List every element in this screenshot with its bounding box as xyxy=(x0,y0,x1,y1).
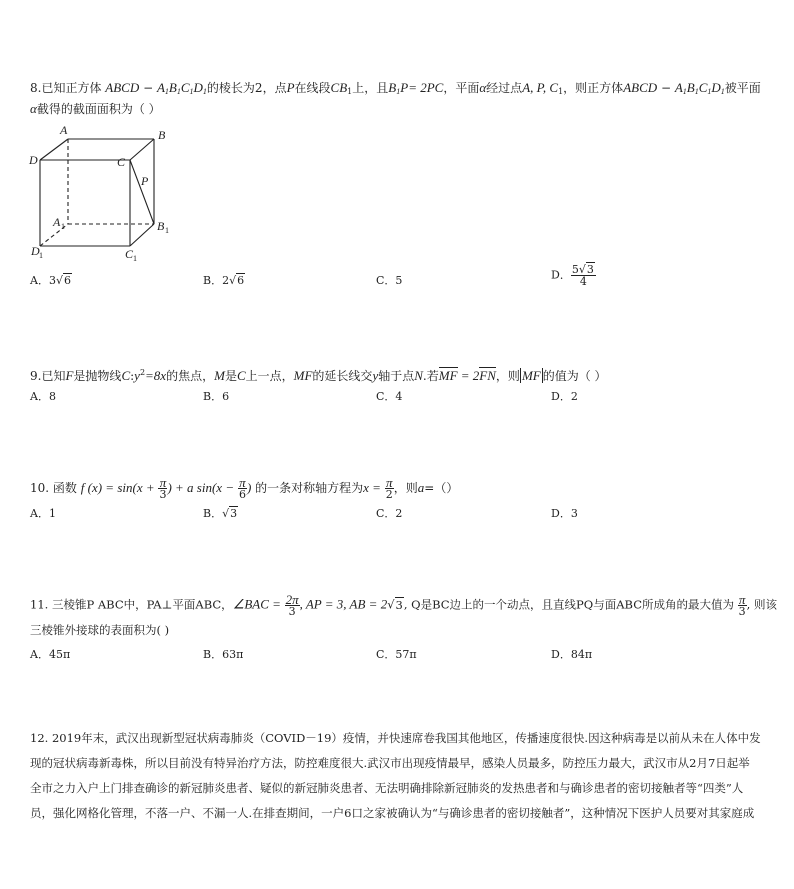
question-10-options xyxy=(30,505,770,521)
cube-figure xyxy=(28,122,178,262)
q9-option-d[interactable]: D．2 xyxy=(551,390,578,403)
q8-option-b[interactable]: B．2√6 xyxy=(203,274,245,287)
question-9-options xyxy=(30,388,770,404)
edge-c1b1 xyxy=(130,224,154,246)
question-8-options xyxy=(30,263,770,288)
question-8-stem: 8.已知正方体 ABCD − $A_1B_1C_1D_1$的棱长为2，点P在线段$CB_1$上，且$B_1P= 2PC$，平面α经过点A, P, $C_1$，则正方体ABCD − $A_1B_1C_1D_1$被平面 xyxy=(30,80,761,96)
label-b1: B xyxy=(157,219,165,233)
svg-text:1: 1 xyxy=(133,254,137,262)
label-c: C xyxy=(117,155,126,169)
svg-text:1: 1 xyxy=(61,222,65,231)
q8-option-a[interactable]: A．3√6 xyxy=(30,274,71,287)
q9-option-a[interactable]: A．8 xyxy=(30,390,56,403)
q11-option-b[interactable]: B．63π xyxy=(203,648,244,661)
question-12-stem xyxy=(30,726,761,826)
q10-option-b[interactable]: B．√3 xyxy=(203,507,238,520)
svg-text:1: 1 xyxy=(165,226,169,235)
q11-option-d[interactable]: D．84π xyxy=(551,648,593,661)
label-a1: A xyxy=(53,215,61,229)
question-11-options xyxy=(30,646,770,662)
q11-option-a[interactable]: A．45π xyxy=(30,648,71,661)
q12-line-1: 12. 2019年末，武汉出现新型冠状病毒肺炎（COVID－19）疫情，并快速席卷我国其他地区，传播速度很快.因这种病毒是以前从未在人体中发 xyxy=(30,731,761,745)
q9-option-b[interactable]: B．6 xyxy=(203,390,230,403)
q9-option-c[interactable]: C．4 xyxy=(376,390,403,403)
q12-line-2: 现的冠状病毒新毒株，所以目前没有特异治疗方法，防控难度很大.武汉市出现疫情最早，感染人员最多，防控压力最大，武汉市从2月7日起举 xyxy=(30,756,750,770)
edge-cb xyxy=(130,139,154,160)
label-b: B xyxy=(158,128,166,142)
label-d: D xyxy=(29,153,38,167)
segment-cb1 xyxy=(130,160,154,224)
q10-option-a[interactable]: A．1 xyxy=(30,507,56,520)
q12-line-3: 全市之力入户上门排查确诊的新冠肺炎患者、疑似的新冠肺炎患者、无法明确排除新冠肺炎的发热患者和与确诊患者的密切接触者等“四类”人 xyxy=(30,781,744,795)
q10-option-d[interactable]: D．3 xyxy=(551,507,578,520)
label-d1: D xyxy=(31,244,40,258)
label-p: P xyxy=(141,174,149,188)
label-c1: C xyxy=(125,247,134,261)
question-8-stem-line2: α截得的截面面积为（ ） xyxy=(30,101,161,116)
label-a: A xyxy=(60,123,68,137)
q8-option-d[interactable]: D． $\frac{5√3}{4}$ xyxy=(551,263,594,288)
question-9-stem: 9.已知F是抛物线$C:y^2=8x$的焦点，M是C上一点，MF的延长线交y轴于点N.若MF = 2FN，则 MF 的值为（ ） xyxy=(30,368,607,383)
svg-text:1: 1 xyxy=(39,251,43,260)
edge-da xyxy=(40,139,68,160)
question-11-stem: 11. 三棱锥P ABC中，PA⊥平面ABC，∠BAC = $\frac{2\pi}{3}$ , AP = 3, AB = 2√3, Q是BC边上的一个动点，且直线PQ与面ABC所成角的最大值为 $\frac{\pi}{3}$ , 则该 xyxy=(30,592,777,618)
q11-option-c[interactable]: C．57π xyxy=(376,648,417,661)
q12-line-4: 员，强化网格化管理，不落一户、不漏一人.在排查期间，一户6口之家被确认为“与确诊患者的密切接触者”，这种情况下医护人员要对其家庭成 xyxy=(30,806,755,820)
q10-option-c[interactable]: C．2 xyxy=(376,507,403,520)
q8-option-c[interactable]: C．5 xyxy=(376,274,403,287)
question-10-stem: 10. 函数 f (x) = sin(x + $\frac{\pi}{3}$ ) + a sin(x − $\frac{\pi}{6}$ ) 的一条对称轴方程为x = $\frac{\pi}{2}$ ，则a=（） xyxy=(30,475,459,501)
question-11-stem-line2: 三棱锥外接球的表面积为( ) xyxy=(30,623,170,637)
